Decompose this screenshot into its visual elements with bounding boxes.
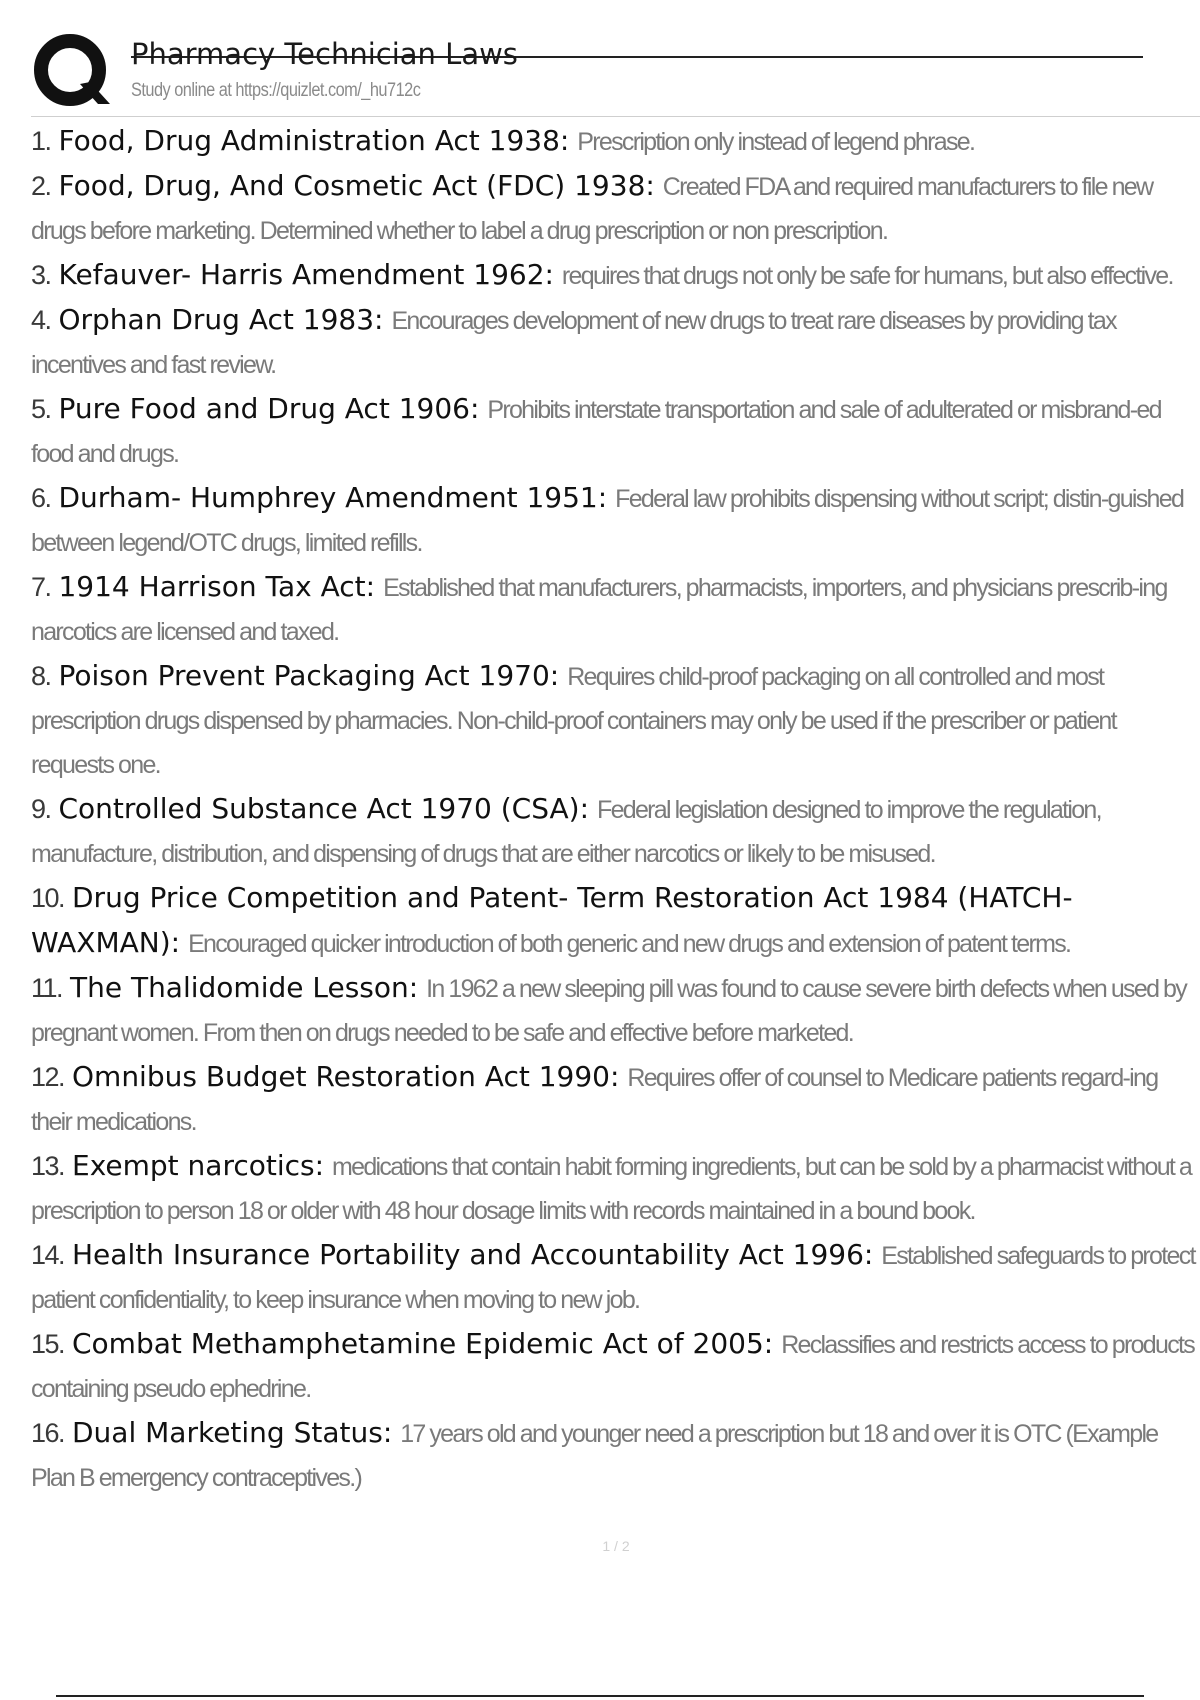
item-number: 11. [31, 973, 63, 1003]
list-item [31, 787, 1200, 876]
term-label: 1914 Harrison Tax Act: [58, 570, 376, 603]
item-number: 12. [31, 1062, 65, 1092]
list-item [31, 253, 1200, 298]
term-definition: Prescription only instead of legend phrase. [577, 128, 975, 156]
term-label: Poison Prevent Packaging Act 1970: [58, 659, 560, 692]
item-number: 9. [31, 794, 51, 824]
term-label: Exempt narcotics: [72, 1149, 325, 1182]
flashcard-list-content [31, 119, 1200, 1500]
term-list [31, 119, 1200, 1500]
header-divider [31, 116, 1200, 117]
term-definition: Prohibits interstate transportation and sale of adulterated or misbrand-ed food and drugs. [31, 396, 1161, 468]
list-item [31, 476, 1200, 565]
item-number: 10. [31, 883, 65, 913]
list-item [31, 1322, 1200, 1411]
list-item [31, 1411, 1200, 1500]
term-definition: Encouraged quicker introduction of both generic and new drugs and extension of patent terms. [188, 930, 1071, 958]
item-number: 1. [31, 126, 51, 156]
study-online-link[interactable]: Study online at https://quizlet.com/_hu712c [131, 80, 421, 101]
term-label: Food, Drug, And Cosmetic Act (FDC) 1938: [58, 169, 655, 202]
term-label: Food, Drug Administration Act 1938: [58, 124, 570, 157]
item-number: 16. [31, 1418, 65, 1448]
item-number: 7. [31, 572, 51, 602]
item-number: 14. [31, 1240, 65, 1270]
term-definition: Created FDA and required manufacturers to file new drugs before marketing. Determined whether to label a drug prescription or non prescription. [31, 173, 1153, 245]
term-definition: In 1962 a new sleeping pill was found to cause severe birth defects when used by pregnant women. From then on drugs needed to be safe and effective before marketed. [31, 975, 1187, 1047]
term-label: Combat Methamphetamine Epidemic Act of 2005: [72, 1327, 774, 1360]
term-label: Pure Food and Drug Act 1906: [58, 392, 480, 425]
list-item [31, 565, 1200, 654]
term-label: The Thalidomide Lesson: [69, 971, 419, 1004]
item-number: 3. [31, 260, 51, 290]
item-number: 4. [31, 305, 51, 335]
quizlet-q-logo-icon [32, 32, 112, 112]
item-number: 8. [31, 661, 51, 691]
term-definition: Requires offer of counsel to Medicare patients regard-ing their medications. [31, 1064, 1158, 1136]
item-number: 13. [31, 1151, 65, 1181]
list-item [31, 1144, 1200, 1233]
term-label: Controlled Substance Act 1970 (CSA): [58, 792, 590, 825]
page-header [0, 0, 1200, 118]
term-label: Orphan Drug Act 1983: [58, 303, 384, 336]
list-item [31, 654, 1200, 787]
item-number: 6. [31, 483, 51, 513]
term-definition: Federal legislation designed to improve the regulation, manufacture, distribution, and dispensing of drugs that are either narcotics or likely to be misused. [31, 796, 1101, 868]
term-definition: medications that contain habit forming ingredients, but can be sold by a pharmacist without a prescription to person 18 or older with 48 hour dosage limits with records maintained in a bound book. [31, 1153, 1192, 1225]
list-item [31, 387, 1200, 476]
item-number: 2. [31, 171, 51, 201]
term-definition: 17 years old and younger need a prescription but 18 and over it is OTC (Example Plan B emergency contraceptives.) [31, 1420, 1158, 1492]
term-definition: Reclassifies and restricts access to products containing pseudo ephedrine. [31, 1331, 1195, 1403]
term-definition: Requires child-proof packaging on all controlled and most prescription drugs dispensed by pharmacies. Non-child-proof containers may only be used if the prescriber or patient requests one. [31, 663, 1116, 779]
item-number: 15. [31, 1329, 65, 1359]
term-definition: Federal law prohibits dispensing without script; distin-guished between legend/OTC drugs, limited refills. [31, 485, 1184, 557]
term-definition: requires that drugs not only be safe for humans, but also effective. [561, 262, 1173, 290]
list-item [31, 1233, 1200, 1322]
list-item [31, 876, 1200, 966]
term-label: Drug Price Competition and Patent- Term Restoration Act 1984 (HATCH-WAXMAN): [31, 881, 1073, 959]
term-label: Dual Marketing Status: [72, 1416, 393, 1449]
list-item [31, 298, 1200, 387]
term-label: Kefauver- Harris Amendment 1962: [58, 258, 554, 291]
term-definition: Established safeguards to protect patient confidentiality, to keep insurance when moving to new job. [31, 1242, 1195, 1314]
term-definition: Encourages development of new drugs to treat rare diseases by providing tax incentives and fast review. [31, 307, 1116, 379]
page-number: 1 / 2 [602, 1538, 630, 1554]
term-label: Durham- Humphrey Amendment 1951: [58, 481, 608, 514]
term-label: Omnibus Budget Restoration Act 1990: [72, 1060, 620, 1093]
list-item [31, 1055, 1200, 1144]
footer-rule [56, 1695, 1144, 1697]
list-item [31, 966, 1200, 1055]
document-title: Pharmacy Technician Laws [131, 37, 518, 71]
item-number: 5. [31, 394, 51, 424]
list-item [31, 119, 1200, 164]
term-definition: Established that manufacturers, pharmacists, importers, and physicians prescrib-ing narcotics are licensed and taxed. [31, 574, 1167, 646]
term-label: Health Insurance Portability and Accountability Act 1996: [72, 1238, 874, 1271]
list-item [31, 164, 1200, 253]
